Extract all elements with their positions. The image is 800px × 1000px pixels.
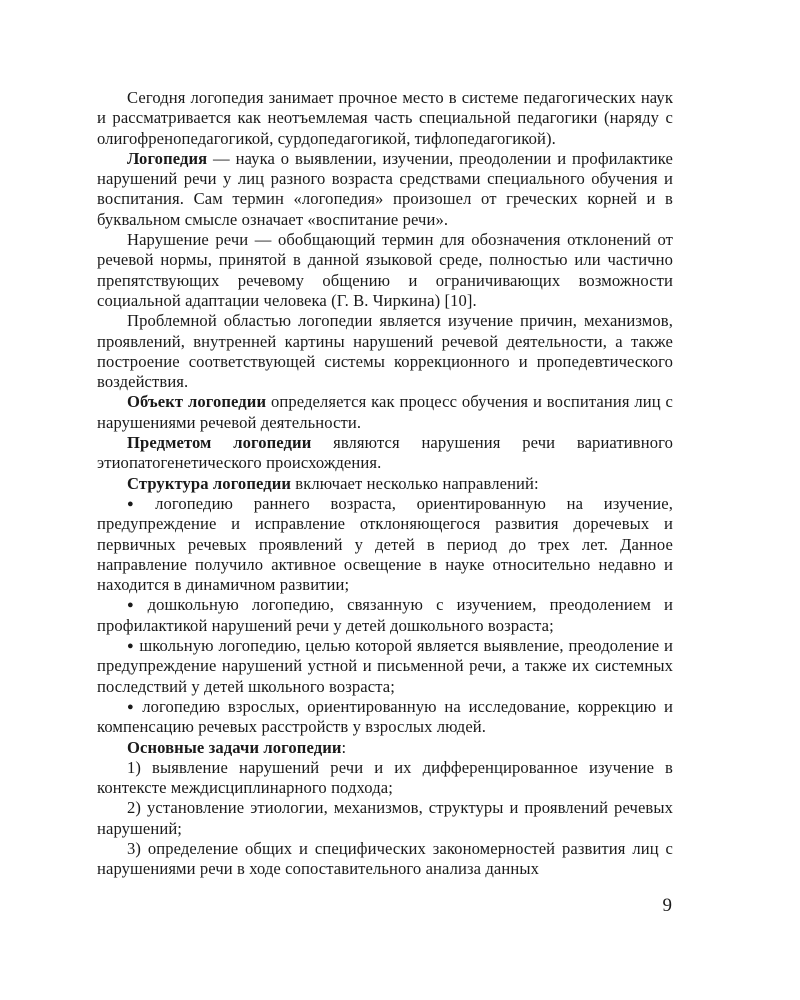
paragraph-structure	[97, 474, 673, 494]
paragraph-object	[97, 392, 673, 433]
list-item-text: дошкольную логопедию, связанную с изучением, преодолением и профилактикой нарушений речи у детей дошкольного возраста;	[97, 595, 673, 635]
bullet-icon: ●	[127, 640, 135, 653]
body-text	[97, 88, 673, 880]
bullet-icon: ●	[127, 497, 151, 510]
term-logopedia: Логопедия	[127, 148, 208, 168]
subject-text: являются нарушения речи вариативного этиопатогенетического происхождения.	[97, 433, 673, 473]
term-subject: Предметом логопедии	[127, 433, 312, 453]
definition-text: — наука о выявлении, изучении, преодолении и профилактике нарушений речи у лиц разного возраста средствами специального обучения и воспитания. Сам термин «логопедия» произошел от греческих корней и в буквальном смысле означает «воспитание речи».	[97, 148, 673, 229]
bullet-icon: ●	[127, 700, 138, 713]
term-tasks: Основные задачи логопедии	[127, 737, 342, 757]
structure-text: включает несколько направлений:	[291, 473, 539, 493]
list-item	[97, 494, 673, 595]
list-item	[97, 697, 673, 738]
paragraph-problem-area: Проблемной областью логопедии является изучение причин, механизмов, проявлений, внутренней картины нарушений речевой деятельности, а также построение соответствующей системы коррекционного и пропедевтического воздействия.	[97, 311, 673, 392]
paragraph-tasks	[97, 738, 673, 758]
task-item: 3) определение общих и специфических закономерностей развития лиц с нарушениями речи в ходе сопоставительного анализа данных	[97, 838, 673, 879]
page-number: 9	[662, 895, 672, 916]
term-object: Объект логопедии	[127, 392, 267, 412]
list-item	[97, 595, 673, 636]
list-item-text: школьную логопедию, целью которой является выявление, преодоление и предупреждение нарушений устной и письменной речи, а также их системных последствий у детей школьного возраста;	[97, 636, 673, 696]
task-item: 1) выявление нарушений речи и их дифференцированное изучение в контексте междисциплинарного подхода;	[97, 757, 673, 798]
paragraph-definition	[97, 149, 673, 230]
list-item-text: логопедию взрослых, ориентированную на исследование, коррекцию и компенсацию речевых расстройств у взрослых людей.	[97, 696, 673, 737]
list-item	[97, 636, 673, 697]
paragraph-subject	[97, 433, 673, 474]
bullet-icon: ●	[127, 599, 143, 612]
term-structure: Структура логопедии	[127, 473, 292, 493]
task-item: 2) установление этиологии, механизмов, структуры и проявлений речевых нарушений;	[97, 798, 673, 838]
list-item-text: логопедию раннего возраста, ориентированную на изучение, предупреждение и исправление отклоняющегося развития доречевых и первичных речевых проявлений у детей в период до трех лет. Данное направление получило активное освещение в науке относительно недавно и находится в динамичном развитии;	[97, 493, 673, 595]
object-text: определяется как процесс обучения и воспитания лиц с нарушениями речевой деятельности.	[97, 392, 674, 432]
paragraph-speech-disorder: Нарушение речи — обобщающий термин для обозначения отклонений от речевой нормы, принятой в данной языковой среде, полностью или частично препятствующих речевому общению и ограничивающих возможности социальной адаптации человека (Г. В. Чиркина) [10].	[97, 230, 673, 310]
tasks-colon: :	[341, 737, 347, 757]
paragraph-intro: Сегодня логопедия занимает прочное место в системе педагогических наук и рассматривается как неотъемлемая часть специальной педагогики (наряду с олигофренопедагогикой, сурдопедагогикой, тифлопедагогикой).	[97, 88, 673, 148]
